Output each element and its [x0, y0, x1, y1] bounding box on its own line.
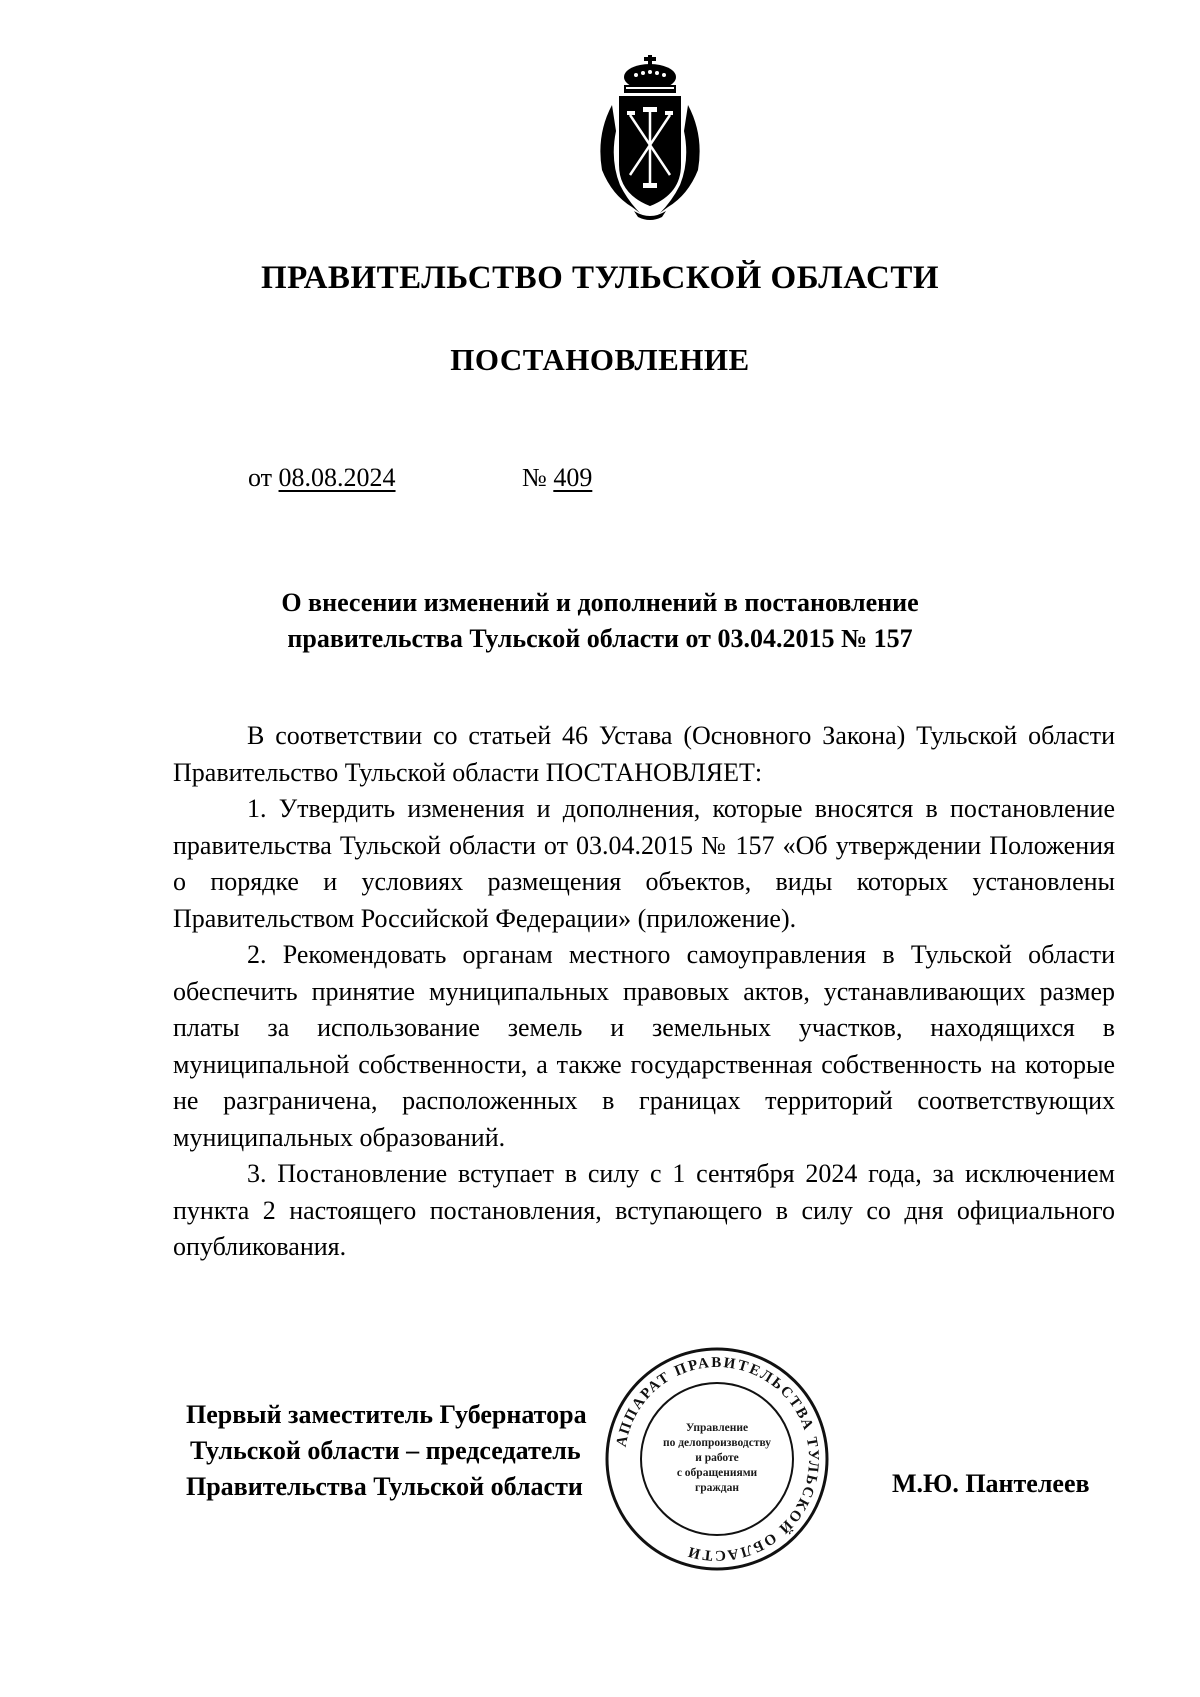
seal-ring-text: АППАРАТ ПРАВИТЕЛЬСТВА ТУЛЬСКОЙ ОБЛАСТИ: [613, 1354, 822, 1564]
number-value: 409: [553, 463, 593, 492]
document-subject: [0, 585, 1200, 657]
organization-name: ПРАВИТЕЛЬСТВО ТУЛЬСКОЙ ОБЛАСТИ: [261, 260, 939, 296]
seal-inner-line: Управление: [685, 1422, 749, 1434]
item-paragraph-3: 3. Постановление вступает в силу с 1 сентября 2024 года, за исключением пункта 2 настоящего постановления, вступающего в силу со дня официального опубликования.: [173, 1159, 1115, 1261]
signatory-title-line: Тульской области – председатель: [190, 1436, 581, 1465]
date-value: 08.08.2024: [278, 463, 396, 492]
document-number: [522, 463, 592, 493]
tula-coat-of-arms-icon: [590, 55, 710, 220]
item-paragraph-1: 1. Утвердить изменения и дополнения, которые вносятся в постановление правительства Тульской области от 03.04.2015 № 157 «Об утверждении Положения о порядке и условиях размещения объектов, виды которых установлены Правительством Российской Федерации» (приложение).: [173, 794, 1115, 933]
item-paragraph-2: 2. Рекомендовать органам местного самоуправления в Тульской области обеспечить принятие муниципальных правовых актов, устанавливающих размер платы за использование земель и земельных участков, находящихся в муниципальной собственности, а также государственная собственность на которые не разграничена, расположенных в границах территорий соответствующих муниципальных образований.: [173, 940, 1115, 1152]
preamble-paragraph: В соответствии со статьей 46 Устава (Основного Закона) Тульской области Правительство Тульской области ПОСТАНОВЛЯЕТ:: [173, 721, 1115, 787]
subject-line: О внесении изменений и дополнений в постановление: [281, 588, 919, 617]
document-type: ПОСТАНОВЛЕНИЕ: [450, 342, 750, 377]
document-body: [173, 718, 1115, 1266]
subject-line: правительства Тульской области от 03.04.2015 № 157: [287, 624, 913, 653]
date-prefix: от: [248, 463, 273, 492]
seal-inner-line: по делопроизводству: [662, 1437, 772, 1449]
seal-inner-line: и работе: [695, 1452, 739, 1464]
seal-inner-text: [632, 1421, 802, 1496]
signatory-title: [186, 1397, 587, 1505]
seal-inner-line: граждан: [695, 1482, 739, 1494]
document-date: [248, 463, 396, 493]
number-prefix: №: [522, 463, 547, 492]
signatory-name: М.Ю. Пантелеев: [892, 1469, 1090, 1498]
signatory-title-line: Правительства Тульской области: [186, 1472, 583, 1501]
signatory-title-line: Первый заместитель Губернатора: [186, 1400, 587, 1429]
seal-inner-line: с обращениями: [676, 1467, 758, 1479]
